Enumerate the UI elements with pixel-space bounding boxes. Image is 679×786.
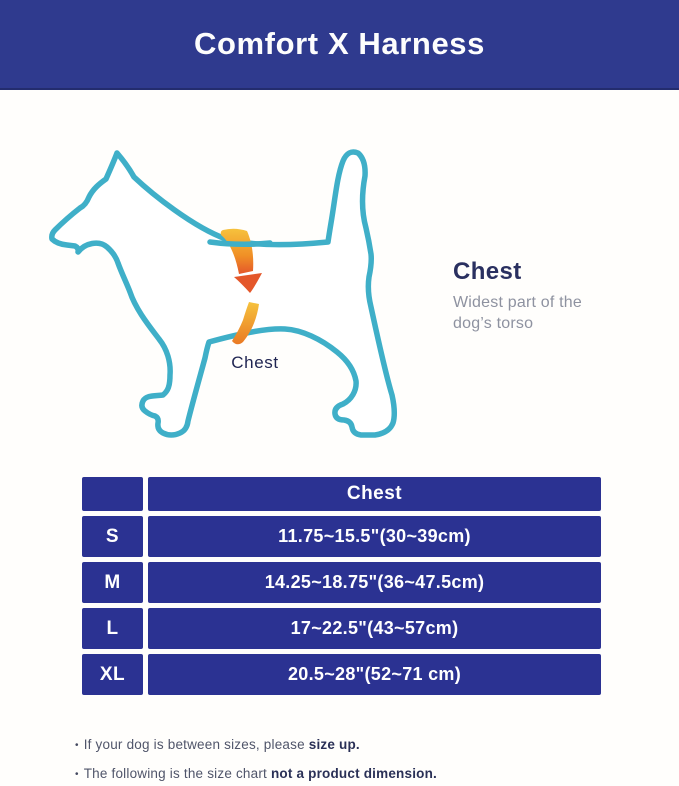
back-line-overlay: [210, 242, 270, 244]
chest-value-l: 17~22.5"(43~57cm): [148, 608, 601, 649]
bullet-icon: •: [75, 769, 79, 780]
chest-band-label: Chest: [231, 353, 279, 372]
annotation-title: Chest: [453, 258, 522, 285]
note-not-product-dimension: [75, 765, 437, 784]
table-corner-cell: [82, 477, 143, 511]
size-label-l: L: [82, 608, 143, 649]
size-label-s: S: [82, 516, 143, 557]
page-title: Comfort X Harness: [194, 26, 485, 61]
note-text: The following is the size chart: [83, 766, 271, 781]
chest-value-m: 14.25~18.75"(36~47.5cm): [148, 562, 601, 603]
column-header-chest: Chest: [148, 477, 601, 511]
size-label-m: M: [82, 562, 143, 603]
dog-outline: [52, 152, 394, 435]
chest-annotation: [453, 258, 633, 334]
note-size-up: [75, 736, 437, 755]
bullet-icon: •: [75, 740, 79, 751]
chest-value-xl: 20.5~28"(52~71 cm): [148, 654, 601, 695]
notes: [75, 736, 437, 786]
size-label-xl: XL: [82, 654, 143, 695]
note-text-bold: size up.: [308, 737, 360, 752]
header-bar: [0, 0, 679, 90]
chest-value-s: 11.75~15.5"(30~39cm): [148, 516, 601, 557]
annotation-description: Widest part of the dog’s torso: [453, 294, 582, 332]
dog-outline-illustration: [40, 130, 440, 460]
note-text-bold: not a product dimension.: [270, 766, 437, 781]
size-chart-table: [82, 477, 601, 695]
note-text: If your dog is between sizes, please: [83, 737, 309, 752]
